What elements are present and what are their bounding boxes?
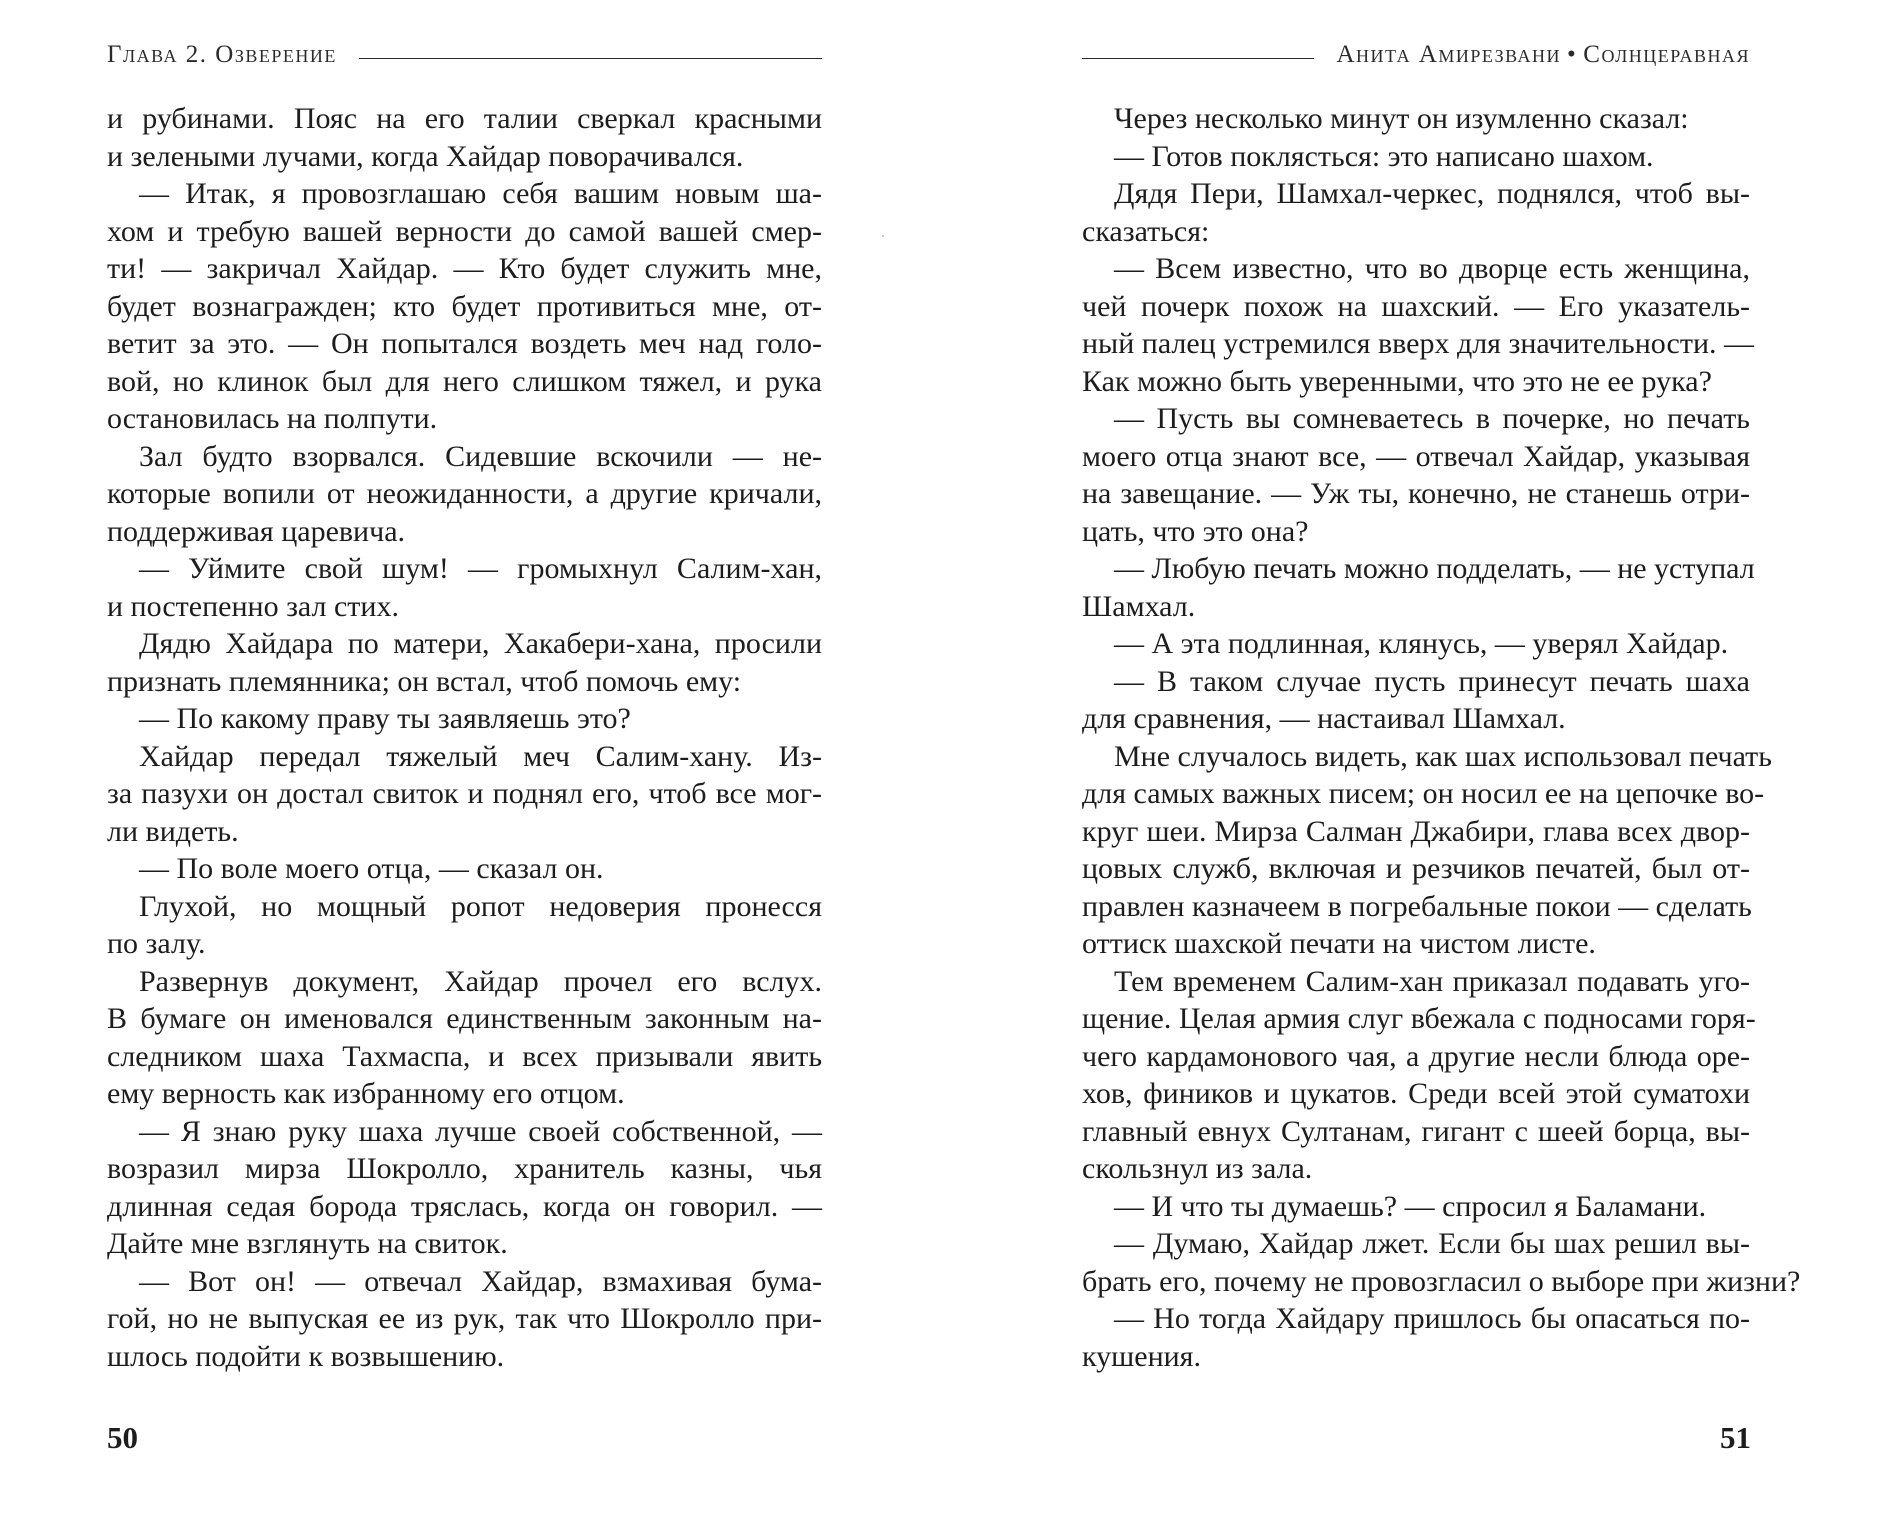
text-line: оттиск шахской печати на чистом листе. [1082,927,1596,960]
text-line: за пазухи он достал свиток и поднял его, чтоб все мог- [107,777,822,810]
left-page-text [107,100,822,1375]
text-line: ему верность как избранному его отцом. [107,1077,625,1110]
text-line: Мне случалось видеть, как шах использовал печать [1114,739,1772,773]
left-running-head [107,40,822,70]
text-line: Как можно быть уверенными, что это не ее рука? [1082,364,1712,398]
text-line: — Любую печать можно подделать, — не уступал [1114,552,1755,585]
left-page-number: 50 [107,1420,138,1455]
text-line: Дядю Хайдара по матери, Хакабери-хана, просили [139,627,822,660]
text-line: хом и требую вашей верности до самой вашей смер- [107,214,822,248]
text-line: — В таком случае пусть принесут печать шаха [1114,664,1750,698]
running-head-rule [359,58,822,59]
text-line: скользнул из зала. [1082,1152,1313,1185]
text-line: круг шеи. Мирза Салман Джабири, глава всех двор- [1082,814,1750,848]
text-line: Дядя Пери, Шамхал-черкес, поднялся, чтоб вы- [1114,177,1750,210]
running-head-separator: • [1567,41,1578,68]
text-line: — Готов поклясться: это написано шахом. [1114,139,1654,173]
book-title: Солнцеравная [1583,41,1750,68]
text-line: на завещание. — Уж ты, конечно, не станешь отри- [1082,477,1750,510]
text-line: — По какому праву ты заявляешь это? [139,702,631,735]
text-line: — Но тогда Хайдару пришлось бы опасаться по- [1114,1302,1750,1335]
text-line: и зелеными лучами, когда Хайдар поворачивался. [107,139,744,173]
text-line: кушения. [1082,1339,1201,1373]
text-line: ти! — закричал Хайдар. — Кто будет служить мне, [107,252,822,285]
text-line: — Думаю, Хайдар лжет. Если бы шах решил вы- [1114,1227,1750,1260]
text-line: и постепенно зал стих. [107,589,399,623]
text-line: — Всем известно, что во дворце есть женщина, [1114,252,1750,285]
text-line: и рубинами. Пояс на его талии сверкал красными [107,102,822,135]
text-line: поддерживая царевича. [107,514,406,548]
text-line: чей почерк похож на шахский. — Его указатель- [1082,289,1750,323]
text-line: следником шаха Тахмаспа, и всех призывали явить [107,1039,822,1073]
right-running-head [1082,40,1750,70]
text-line: моего отца знают все, — отвечал Хайдар, указывая [1082,439,1750,473]
text-line: цовых служб, включая и резчиков печатей, был от- [1082,852,1750,885]
text-line: — И что ты думаешь? — спросил я Баламани. [1114,1189,1707,1223]
text-line: — Вот он! — отвечал Хайдар, взмахивая бума- [139,1264,822,1298]
right-page [950,0,1901,1529]
book-author-title [1336,41,1750,69]
text-line: Тем временем Салим-хан приказал подавать уго- [1114,964,1750,998]
text-line: для сравнения, — настаивал Шамхал. [1082,702,1566,735]
text-line: сказаться: [1082,214,1210,248]
text-line: для самых важных писем; он носил ее на цепочке во- [1082,777,1765,810]
left-page [0,0,950,1529]
right-page-number: 51 [1720,1420,1751,1455]
text-line: Глухой, но мощный ропот недоверия пронесся [139,889,822,923]
text-line: Дайте мне взглянуть на свиток. [107,1227,508,1260]
text-line: — Уймите свой шум! — громыхнул Салим-хан, [139,552,822,585]
text-line: будет вознагражден; кто будет противиться мне, от- [107,289,822,323]
text-line: возразил мирза Шокролло, хранитель казны, чья [107,1152,822,1185]
text-line: чего кардамонового чая, а другие несли блюда оре- [1082,1039,1750,1073]
text-line: — Итак, я провозглашаю себя вашим новым ша- [139,177,822,210]
text-line: правлен казначеем в погребальные покои — сделать [1082,889,1752,923]
text-line: признать племянника; он встал, чтоб помочь ему: [107,664,742,698]
text-line: брать его, почему не провозгласил о выборе при жизни? [1082,1264,1801,1298]
paper-speck [882,235,884,237]
text-line: длинная седая борода тряслась, когда он говорил. — [107,1189,822,1223]
right-page-text [1082,100,1801,1375]
text-line: цать, что это она? [1082,514,1309,548]
text-line: — Я знаю руку шаха лучше своей собственной, — [139,1114,822,1148]
text-line: — А эта подлинная, клянусь, — уверял Хайдар. [1114,627,1729,660]
text-line: хов, фиников и цукатов. Среди всей этой суматохи [1082,1077,1750,1110]
text-line: главный евнух Султанам, гигант с шеей борца, вы- [1082,1114,1750,1148]
text-line: гой, но не выпуская ее из рук, так что Шокролло при- [107,1302,822,1335]
text-line: Хайдар передал тяжелый меч Салим-хану. Из- [139,739,822,773]
chapter-title: Глава 2. Озверение [107,41,337,68]
text-line: ли видеть. [107,814,239,848]
author-name: Анита Амирезвани [1336,41,1562,68]
text-line: щение. Целая армия слуг вбежала с подносами горя- [1082,1002,1756,1035]
text-line: ный палец устремился вверх для значительности. — [1082,327,1754,360]
text-line: Зал будто взорвался. Сидевшие вскочили — не- [139,439,822,473]
text-line: вой, но клинок был для него слишком тяжел, и рука [107,364,822,398]
text-line: которые вопили от неожиданности, а другие кричали, [107,477,822,510]
text-line: — По воле моего отца, — сказал он. [139,852,604,885]
text-line: В бумаге он именовался единственным законным на- [107,1002,822,1035]
text-line: Развернув документ, Хайдар прочел его вслух. [139,964,822,998]
text-line: Через несколько минут он изумленно сказал: [1114,102,1689,135]
text-line: — Пусть вы сомневаетесь в почерке, но печать [1114,402,1750,435]
text-line: Шамхал. [1082,589,1196,623]
text-line: остановилась на полпути. [107,402,438,435]
text-line: ветит за это. — Он попытался воздеть меч над голо- [107,327,822,360]
text-line: по залу. [107,927,206,960]
running-head-rule [1082,58,1314,59]
text-line: шлось подойти к возвышению. [107,1339,505,1373]
